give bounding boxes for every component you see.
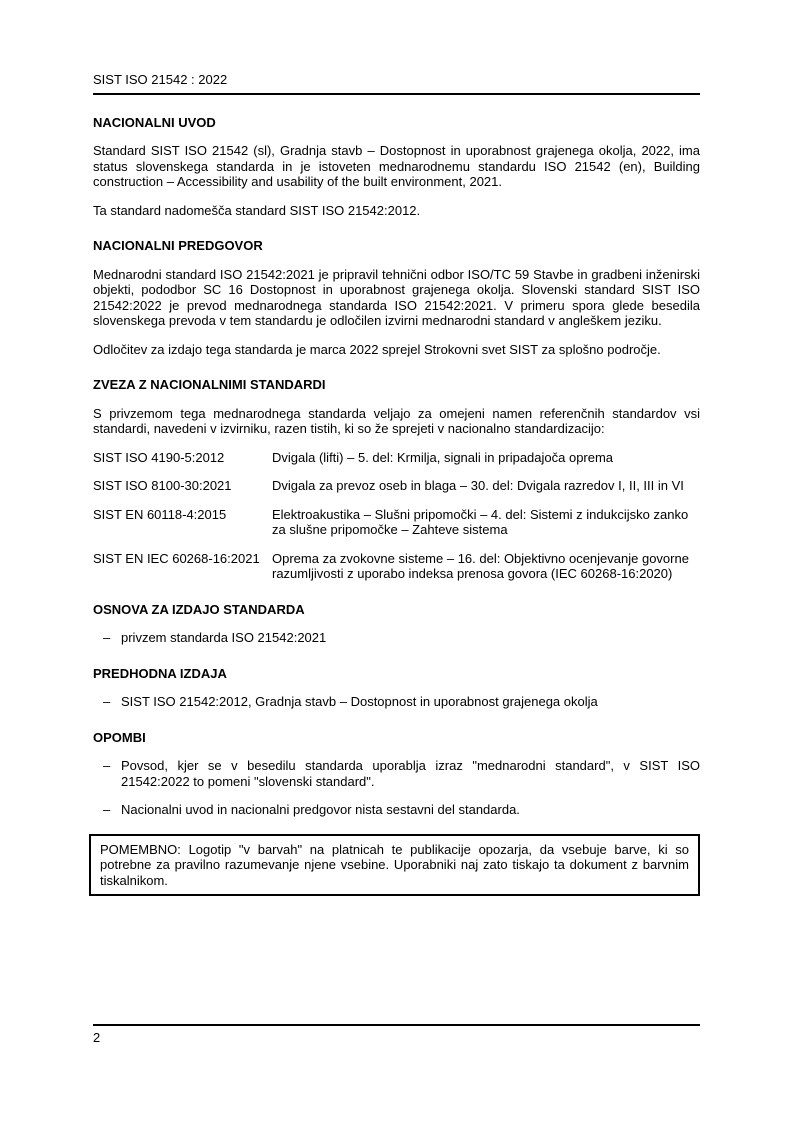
list-item-text: Nacionalni uvod in nacionalni predgovor nista sestavni del standarda. (121, 802, 520, 817)
important-notice-text: POMEMBNO: Logotip "v barvah" na platnicah te publikacije opozarja, da vsebuje barve, ki so potrebne za pravilno razumevanje njene vsebine. Uporabniki naj zato tiskajo ta dokument z barvnim tiskalnikom. (100, 841, 689, 888)
standard-row (93, 450, 700, 466)
standard-code: SIST ISO 4190-5:2012 (93, 449, 225, 465)
important-notice-box (89, 834, 700, 897)
standard-row (93, 551, 700, 582)
standard-title: Dvigala (lifti) – 5. del: Krmilja, signali in pripadajoča oprema (272, 449, 614, 465)
heading-osnova: OSNOVA ZA IZDAJO STANDARDA (93, 601, 305, 617)
standard-title: Oprema za zvokovne sisteme – 16. del: Objektivno ocenjevanje govorne razumljivosti z uporabo indeksa prenosa govora (IEC 60268-16:2020) (272, 550, 689, 581)
page-footer (93, 1024, 700, 1046)
heading-predhodna: PREDHODNA IZDAJA (93, 665, 227, 681)
list-item (93, 630, 700, 646)
heading-zveza-standardi: ZVEZA Z NACIONALNIMI STANDARDI (93, 377, 326, 392)
dash-bullet: – (103, 758, 111, 773)
page-number: 2 (93, 1030, 101, 1045)
standard-code: SIST EN 60118-4:2015 (93, 506, 227, 522)
running-header (93, 72, 700, 95)
heading-opombi: OPOMBI (93, 729, 146, 745)
paragraph-uvod-1: Standard SIST ISO 21542 (sl), Gradnja stavb – Dostopnost in uporabnost grajenega okolja, 2022, ima status slovenskega standarda in je istoveten mednarodnemu standardu ISO 21542 (en), Building construction – Accessibility and usability of the built environment, 2021. (93, 143, 700, 189)
standard-row (93, 478, 700, 494)
dash-bullet: – (103, 802, 111, 817)
standard-title: Dvigala za prevoz oseb in blaga – 30. del: Dvigala razredov I, II, III in VI (272, 478, 684, 493)
list-item (93, 758, 700, 789)
standard-code: SIST ISO 8100-30:2021 (93, 478, 232, 493)
dash-bullet: – (103, 694, 111, 709)
list-item-text: Povsod, kjer se v besedilu standarda uporablja izraz "mednarodni standard", v SIST ISO 21542:2022 to pomeni "slovenski standard". (121, 758, 700, 789)
dash-bullet: – (103, 630, 111, 645)
standard-code: SIST EN IEC 60268-16:2021 (93, 550, 260, 566)
list-item-text: SIST ISO 21542:2012, Gradnja stavb – Dostopnost in uporabnost grajenega okolja (121, 694, 598, 709)
list-item-text: privzem standarda ISO 21542:2021 (121, 630, 327, 645)
heading-nacionalni-predgovor: NACIONALNI PREDGOVOR (93, 238, 263, 253)
heading-nacionalni-uvod: NACIONALNI UVOD (93, 114, 216, 130)
standard-row (93, 507, 700, 538)
document-id: SIST ISO 21542 : 2022 (93, 72, 228, 87)
paragraph-uvod-2: Ta standard nadomešča standard SIST ISO 21542:2012. (93, 202, 421, 218)
paragraph-predgovor-2: Odločitev za izdajo tega standarda je marca 2022 sprejel Strokovni svet SIST za splošno področje. (93, 341, 661, 357)
list-item (93, 694, 700, 710)
standard-title: Elektroakustika – Slušni pripomočki – 4. del: Sistemi z indukcijsko zanko za slušne pripomočke – Zahteve sistema (272, 506, 689, 537)
paragraph-zveza-intro: S privzemom tega mednarodnega standarda veljajo za omejeni namen referenčnih standardov vsi standardi, navedeni v izvirniku, razen tistih, ki so že sprejeti v nacionalno standardizacijo: (93, 405, 700, 436)
list-item (93, 802, 700, 818)
paragraph-predgovor-1: Mednarodni standard ISO 21542:2021 je pripravil tehnični odbor ISO/TC 59 Stavbe in gradbeni inženirski objekti, pododbor SC 16 Dostopnost in uporabnost grajenega okolja. Slovenski standard SIST ISO 21542:2022 je prevod mednarodnega standarda ISO 21542:2021. V primeru spora glede besedila slovenskega prevoda v tem standardu je odločilen izvirni mednarodni standard v angleškem jeziku. (93, 266, 700, 328)
page-content (93, 72, 700, 896)
